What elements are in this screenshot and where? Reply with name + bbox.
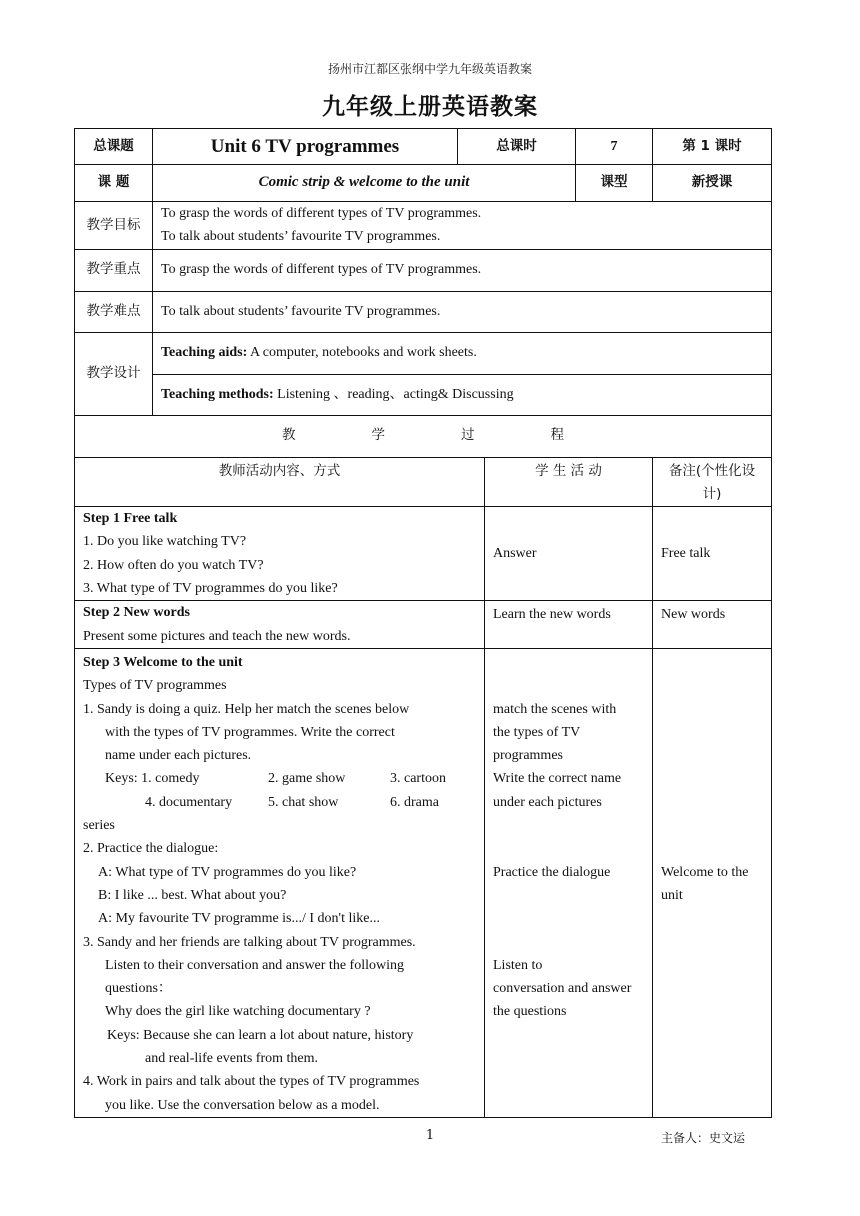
- row-process-title: [75, 415, 772, 457]
- design-label: 教学设计: [75, 332, 153, 415]
- teacher-activity-header: 教师活动内容、方式: [75, 457, 485, 507]
- lesson-plan-table: [74, 128, 772, 1118]
- process-char: 过: [461, 427, 475, 444]
- key-points-text: To grasp the words of different types of TV programmes.: [153, 249, 772, 291]
- keys-line-2: [83, 791, 476, 814]
- row-teaching-methods: [75, 374, 772, 415]
- step3-title: Step 3 Welcome to the unit: [83, 654, 243, 670]
- objectives-label: 教学目标: [75, 202, 153, 250]
- step3-notes-cell: [653, 648, 772, 1117]
- step3-student-line: under each pictures: [493, 794, 602, 810]
- step3-line: 1. Sandy is doing a quiz. Help her match the scenes below: [83, 701, 410, 717]
- step3-line: Types of TV programmes: [83, 678, 227, 694]
- key-item: 3. cartoon: [390, 771, 446, 787]
- step3-student-line: the questions: [493, 1004, 567, 1020]
- topic-label: 课 题: [75, 165, 153, 202]
- total-topic-label: 总课题: [75, 129, 153, 165]
- total-periods-label: 总课时: [458, 129, 576, 165]
- teaching-methods-text: Listening 、reading、acting& Discussing: [273, 386, 514, 402]
- page-header: 扬州市江都区张纲中学九年级英语教案: [327, 62, 532, 76]
- lesson-type-label: 课型: [576, 165, 653, 202]
- unit-title: Unit 6 TV programmes: [153, 129, 458, 165]
- teaching-aids-label: Teaching aids:: [161, 345, 248, 361]
- step3-line: Listen to their conversation and answer the following: [105, 957, 404, 973]
- teaching-methods-label: Teaching methods:: [161, 386, 274, 402]
- process-title: [75, 415, 772, 457]
- step2-title: Step 2 New words: [83, 605, 190, 621]
- step3-student-line: Listen to: [493, 957, 543, 973]
- student-activity-header: 学 生 活 动: [485, 457, 653, 507]
- preparer: 主备人：史文运: [661, 1131, 746, 1145]
- step3-line: 4. Work in pairs and talk about the types of TV programmes: [83, 1074, 420, 1090]
- step1-student: Answer: [485, 507, 653, 601]
- step3-student-line: match the scenes with: [493, 701, 617, 717]
- step3-line: series: [83, 818, 115, 834]
- step2-teacher: [75, 601, 485, 649]
- process-char: 程: [550, 427, 564, 444]
- key-item: 6. drama: [390, 794, 439, 810]
- row-step3: [75, 648, 772, 1117]
- step1-question: 1. Do you like watching TV?: [83, 534, 247, 550]
- step3-student-line: Practice the dialogue: [493, 864, 611, 880]
- step1-title: Step 1 Free talk: [83, 511, 178, 527]
- teaching-aids-text: A computer, notebooks and work sheets.: [247, 345, 477, 361]
- keys-line-1: [83, 767, 476, 790]
- step1-question: 2. How often do you watch TV?: [83, 557, 264, 573]
- step3-notes: Welcome to the unit: [661, 864, 749, 903]
- dialogue-line: B: I like ... best. What about you?: [98, 887, 287, 903]
- step3-line: 2. Practice the dialogue:: [83, 841, 219, 857]
- process-char: 学: [371, 427, 385, 444]
- step1-notes: Free talk: [653, 507, 772, 601]
- row-step1: [75, 507, 772, 601]
- key-points-label: 教学重点: [75, 249, 153, 291]
- difficulties-label: 教学难点: [75, 291, 153, 332]
- step3-student: [485, 648, 653, 1117]
- step1-teacher: [75, 507, 485, 601]
- step2-text: Present some pictures and teach the new words.: [83, 628, 351, 644]
- teaching-methods: [153, 374, 772, 415]
- step3-line: name under each pictures.: [105, 748, 252, 764]
- dialogue-line: A: What type of TV programmes do you like?: [98, 864, 357, 880]
- key-item: 2. game show: [268, 771, 346, 787]
- objectives-content: [153, 202, 772, 250]
- row-unit: [75, 129, 772, 165]
- difficulties-text: To talk about students’ favourite TV programmes.: [153, 291, 772, 332]
- objective-line: To grasp the words of different types of TV programmes.: [161, 206, 482, 221]
- step2-notes: New words: [653, 601, 772, 649]
- key-item: Keys: 1. comedy: [105, 771, 200, 787]
- document-title: 九年级上册英语教案: [322, 94, 538, 120]
- row-difficulties: [75, 291, 772, 332]
- row-process-headers: [75, 457, 772, 507]
- row-step2: [75, 601, 772, 649]
- step3-teacher: [75, 648, 485, 1117]
- step3-line: Why does the girl like watching documentary ?: [105, 1004, 371, 1020]
- step3-line: you like. Use the conversation below as a model.: [105, 1097, 380, 1113]
- row-key-points: [75, 249, 772, 291]
- step2-student: Learn the new words: [485, 601, 653, 649]
- row-objectives: [75, 202, 772, 250]
- step3-student-line: Write the correct name: [493, 771, 622, 787]
- process-char: 教: [282, 427, 296, 444]
- step3-line: 3. Sandy and her friends are talking about TV programmes.: [83, 934, 416, 950]
- topic-value: Comic strip & welcome to the unit: [153, 165, 576, 202]
- step3-line: and real-life events from them.: [145, 1051, 318, 1067]
- row-topic: [75, 165, 772, 202]
- key-item: 5. chat show: [268, 794, 339, 810]
- step3-line: Keys: Because she can learn a lot about nature, history: [107, 1027, 414, 1043]
- lesson-type-value: 新授课: [653, 165, 772, 202]
- key-item: 4. documentary: [145, 794, 233, 810]
- dialogue-line: A: My favourite TV programme is.../ I don't like...: [98, 911, 380, 927]
- step3-student-line: programmes: [493, 748, 563, 764]
- step3-student-line: the types of TV: [493, 724, 581, 740]
- step3-line: questions：: [105, 981, 172, 997]
- teaching-aids: [153, 332, 772, 374]
- step3-student-line: conversation and answer: [493, 981, 632, 997]
- notes-header: 备注(个性化设计): [653, 457, 772, 507]
- page-number: 1: [425, 1128, 435, 1143]
- period-label: 第 1 课时: [653, 129, 772, 165]
- row-teaching-aids: [75, 332, 772, 374]
- objective-line: To talk about students’ favourite TV programmes.: [161, 229, 441, 245]
- total-periods-value: 7: [576, 129, 653, 165]
- step3-line: with the types of TV programmes. Write the correct: [105, 724, 395, 740]
- step1-question: 3. What type of TV programmes do you like?: [83, 581, 338, 597]
